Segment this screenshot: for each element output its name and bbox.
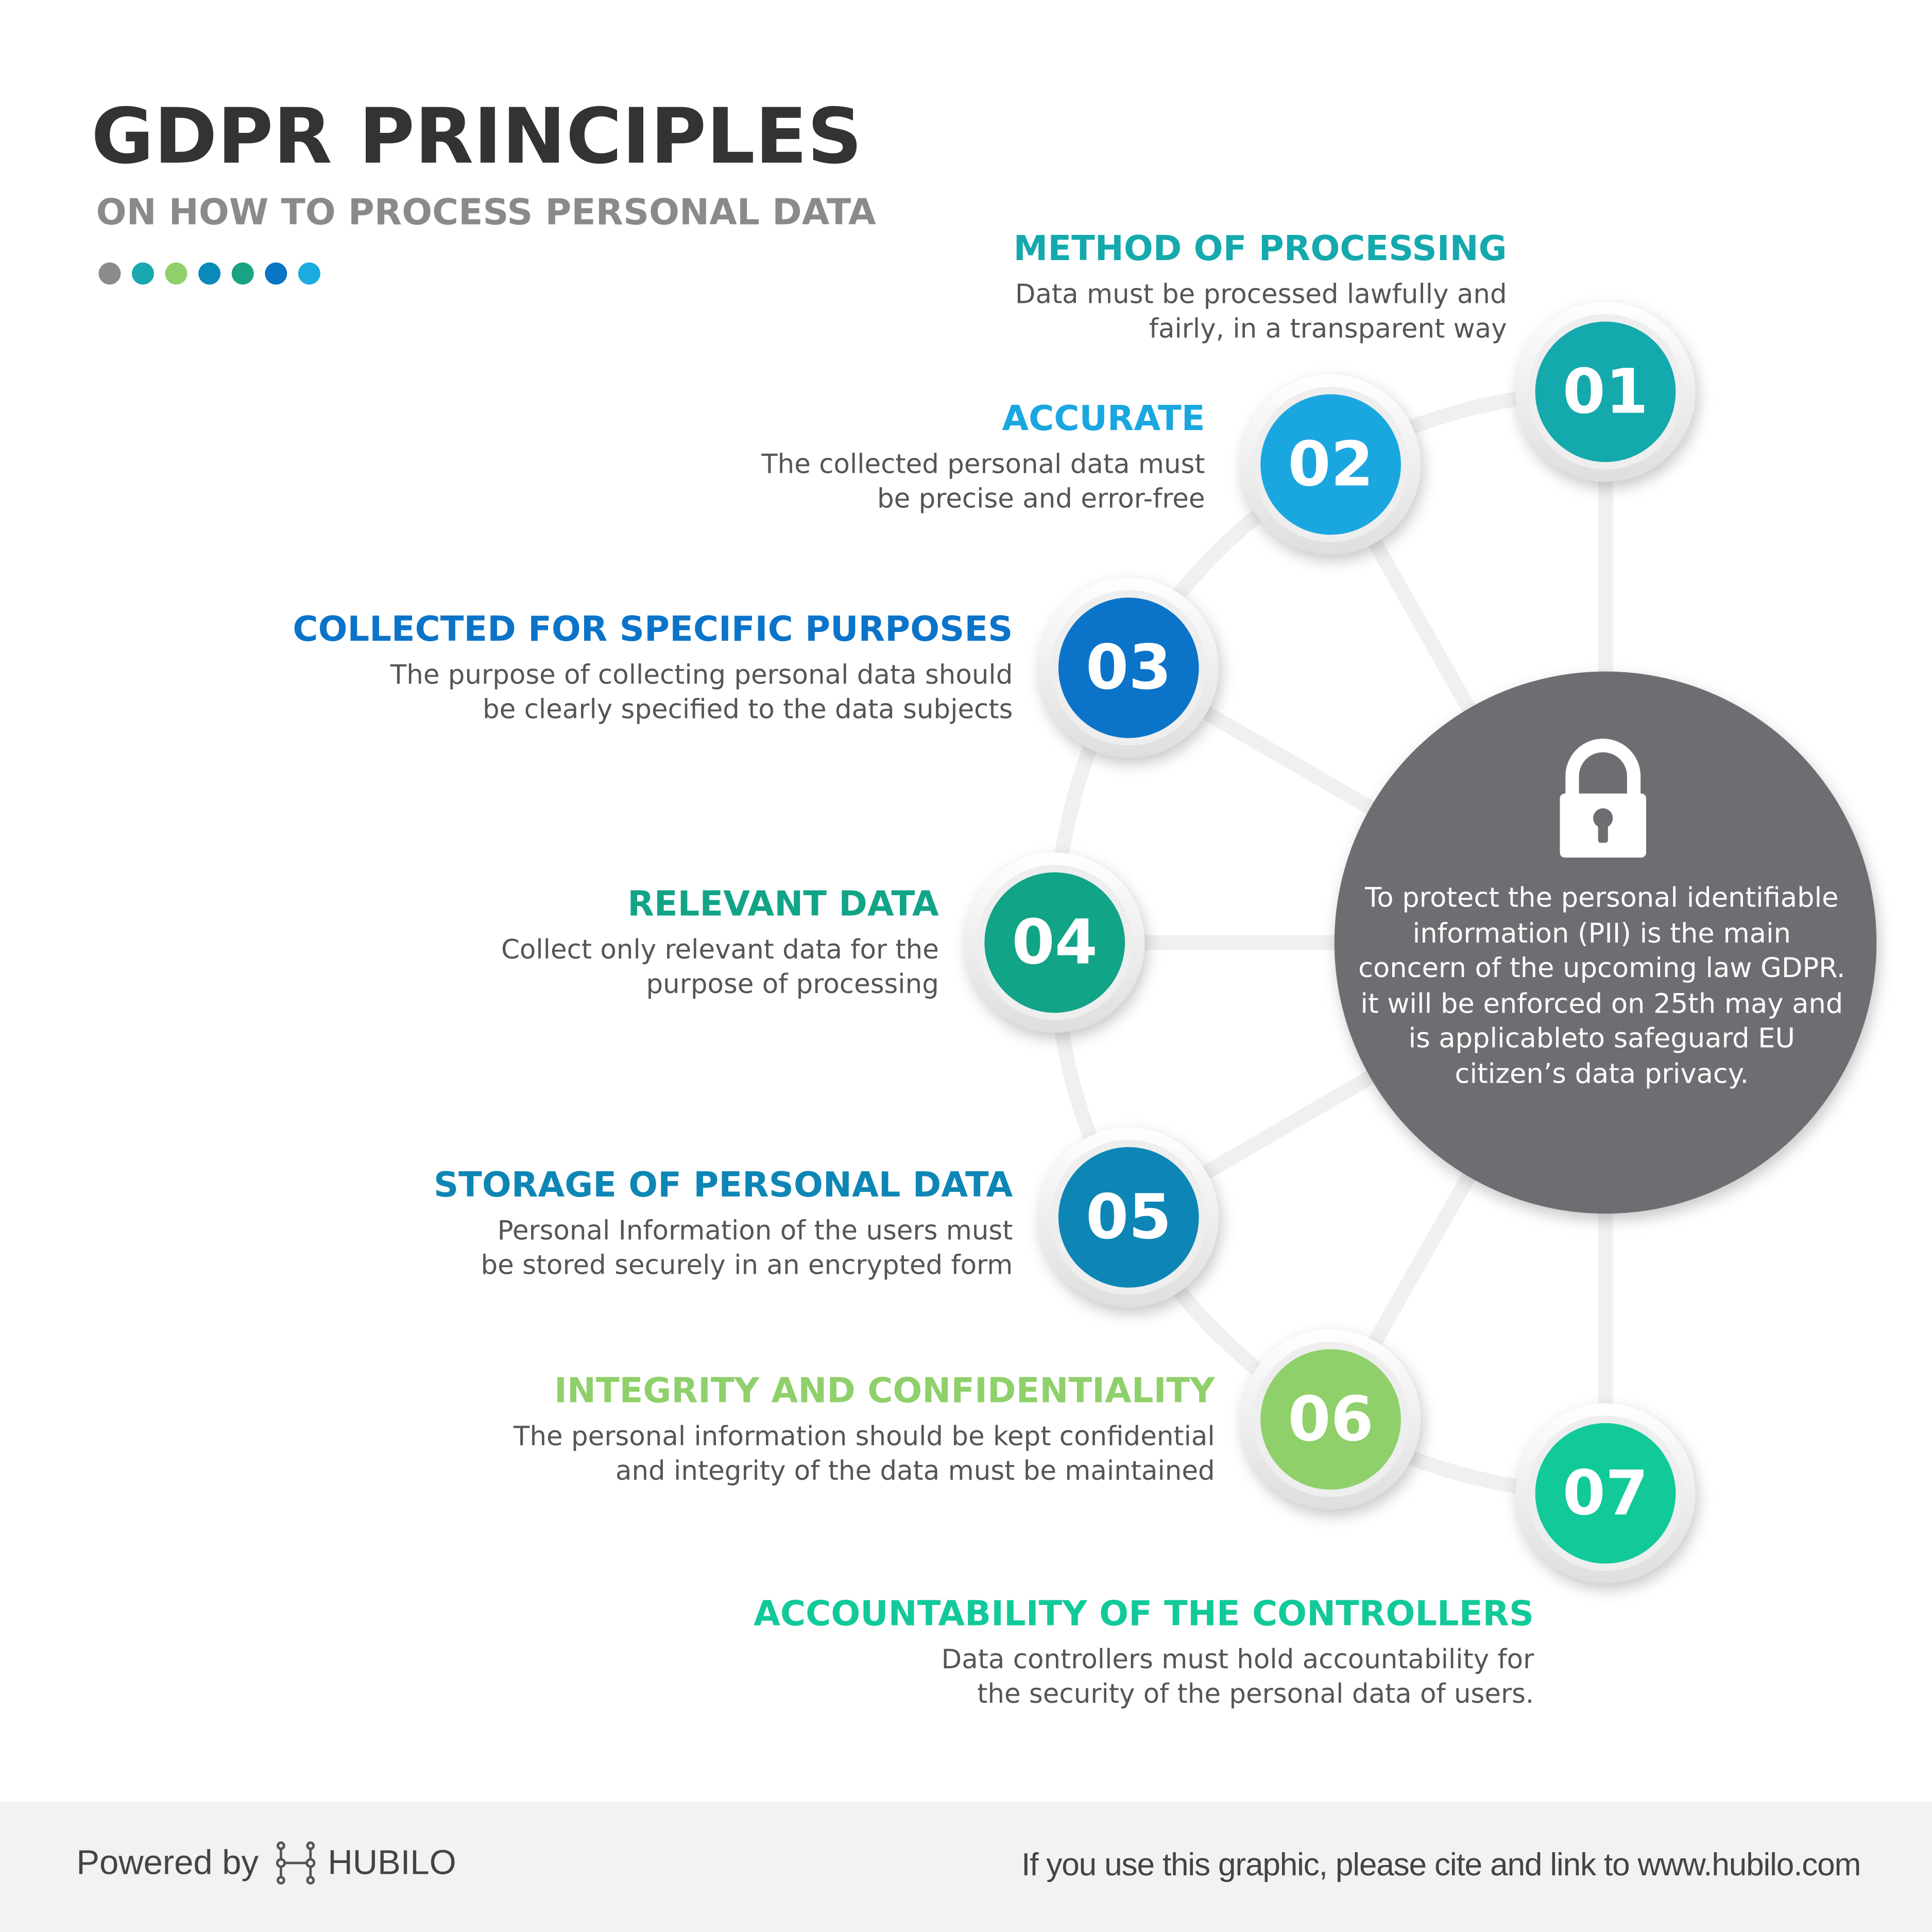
description-line: be clearly specified to the data subjects xyxy=(482,695,1013,726)
description-line: the security of the personal data of users. xyxy=(977,1679,1534,1711)
brand-name: HUBILO xyxy=(328,1843,456,1882)
badge-number: 04 xyxy=(1012,907,1098,979)
description-line: The collected personal data must xyxy=(761,450,1205,481)
badge-02 xyxy=(1241,374,1421,554)
page-subtitle: ON HOW TO PROCESS PERSONAL DATA xyxy=(96,191,876,233)
principle-description xyxy=(754,1644,1534,1713)
principle-title: METHOD OF PROCESSING xyxy=(1013,228,1507,269)
principle-title: STORAGE OF PERSONAL DATA xyxy=(433,1164,1013,1205)
principle-description xyxy=(293,659,1013,728)
principle-03 xyxy=(293,610,1013,728)
principle-title: COLLECTED FOR SPECIFIC PURPOSES xyxy=(293,608,1013,649)
badge-number: 03 xyxy=(1086,632,1172,704)
badge-04 xyxy=(965,852,1144,1032)
badge-01 xyxy=(1515,302,1695,482)
principle-01 xyxy=(1014,229,1507,348)
description-line: Data controllers must hold accountability for xyxy=(941,1645,1534,1676)
badge-number: 07 xyxy=(1562,1458,1649,1530)
description-line: purpose of processing xyxy=(646,969,939,1001)
description-line: Personal Information of the users must xyxy=(497,1216,1013,1247)
principle-05 xyxy=(434,1166,1013,1284)
principle-06 xyxy=(514,1372,1215,1490)
principle-title: ACCURATE xyxy=(1002,398,1205,439)
citation-text: If you use this graphic, please cite and link to www.hubilo.com xyxy=(1021,1845,1861,1883)
principle-02 xyxy=(761,399,1205,518)
badge-number: 06 xyxy=(1288,1383,1374,1456)
principle-description xyxy=(761,449,1205,518)
hubilo-logo-icon xyxy=(273,1841,318,1885)
badge-05 xyxy=(1039,1127,1219,1307)
principle-04 xyxy=(501,885,939,1003)
principle-description xyxy=(434,1215,1013,1284)
description-line: The personal information should be kept confidential xyxy=(514,1422,1215,1453)
principle-title: INTEGRITY AND CONFIDENTIALITY xyxy=(554,1370,1215,1411)
description-line: and integrity of the data must be maintained xyxy=(615,1456,1215,1488)
description-line: Data must be processed lawfully and xyxy=(1015,280,1507,311)
badge-06 xyxy=(1241,1329,1421,1509)
principle-title: RELEVANT DATA xyxy=(627,883,939,925)
description-line: fairly, in a transparent way xyxy=(1149,314,1507,346)
center-description: To protect the personal identifiable information (PII) is the main concern of the upcoming law GDPR. it will be enforced on 25th may and is applicableto safeguard EU citizen’s data privacy. xyxy=(1358,883,1845,1091)
description-line: The purpose of collecting personal data should xyxy=(390,660,1013,692)
principle-description xyxy=(501,934,939,1003)
principle-title: ACCOUNTABILITY OF THE CONTROLLERS xyxy=(754,1593,1534,1634)
principle-07 xyxy=(754,1595,1534,1713)
description-line: be precise and error-free xyxy=(877,484,1205,516)
principle-description xyxy=(1014,279,1507,348)
badge-07 xyxy=(1515,1404,1695,1583)
principle-description xyxy=(514,1421,1215,1490)
badge-number: 02 xyxy=(1288,429,1374,501)
badge-number: 01 xyxy=(1562,356,1649,428)
powered-by-label: Powered by xyxy=(76,1843,259,1882)
page-title: GDPR PRINCIPLES xyxy=(91,91,863,181)
badge-03 xyxy=(1039,578,1219,758)
description-line: be stored securely in an encrypted form xyxy=(481,1251,1013,1282)
description-line: Collect only relevant data for the xyxy=(501,935,939,966)
badge-number: 05 xyxy=(1086,1182,1172,1254)
brand-logo[interactable] xyxy=(273,1841,456,1885)
